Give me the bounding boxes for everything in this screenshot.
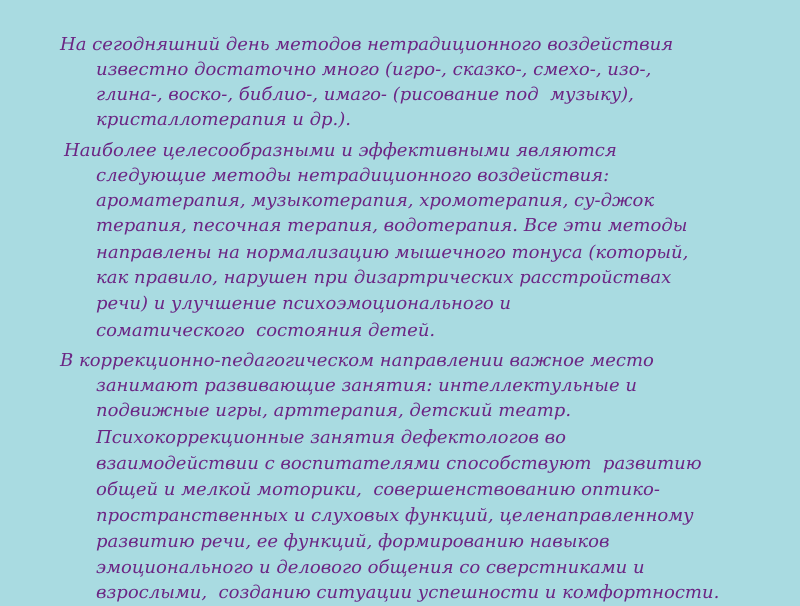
paragraph-2-line-6: как правило, нарушен при дизартрических расстройствах — [96, 267, 672, 288]
paragraph-3-line-10: взрослыми, созданию ситуации успешности и комфортности. — [96, 582, 720, 603]
paragraph-2-line-7: речи) и улучшение психоэмоционального и — [96, 293, 511, 314]
paragraph-3-line-1: В коррекционно-педагогическом направлении важное место — [60, 350, 654, 371]
paragraph-1-line-1: На сегодняшний день методов нетрадиционного воздействия — [60, 34, 674, 55]
paragraph-3-line-6: общей и мелкой моторики, совершенствованию оптико- — [96, 479, 660, 500]
paragraph-2-line-2: следующие методы нетрадиционного воздействия: — [96, 165, 610, 186]
paragraph-3-line-5: взаимодействии с воспитателями способствуют развитию — [96, 453, 702, 474]
paragraph-3-line-8: развитию речи, ее функций, формированию навыков — [96, 531, 610, 552]
paragraph-2-line-1: Наиболее целесообразными и эффективными являются — [64, 140, 617, 161]
paragraph-2-line-3: аромaтерапия, музыкотерапия, хромотерапия, су-джок — [96, 190, 655, 211]
paragraph-2-line-8: соматического состояния детей. — [96, 320, 436, 341]
paragraph-1-line-2: известно достаточно много (игро-, сказко-, смехо-, изо-, — [96, 59, 652, 80]
paragraph-3-line-7: пространственных и слуховых функций, целенаправленному — [96, 505, 694, 526]
paragraph-1-line-4: кристаллотерапия и др.). — [96, 109, 352, 130]
paragraph-2-line-4: терапия, песочная терапия, водотерапия. Все эти методы — [96, 215, 688, 236]
paragraph-3-line-3: подвижные игры, арттерапия, детский театр. — [96, 400, 572, 421]
paragraph-1-line-3: глина-, воско-, библио-, имаго- (рисование под музыку), — [96, 84, 634, 105]
paragraph-3-line-9: эмоционального и делового общения со сверстниками и — [96, 557, 645, 578]
paragraph-3-line-4: Психокоррекционные занятия дефектологов во — [96, 427, 566, 448]
paragraph-3-line-2: занимают развивающие занятия: интеллектульные и — [96, 375, 637, 396]
paragraph-2-line-5: направлены на нормализацию мышечного тонуса (который, — [96, 242, 689, 263]
